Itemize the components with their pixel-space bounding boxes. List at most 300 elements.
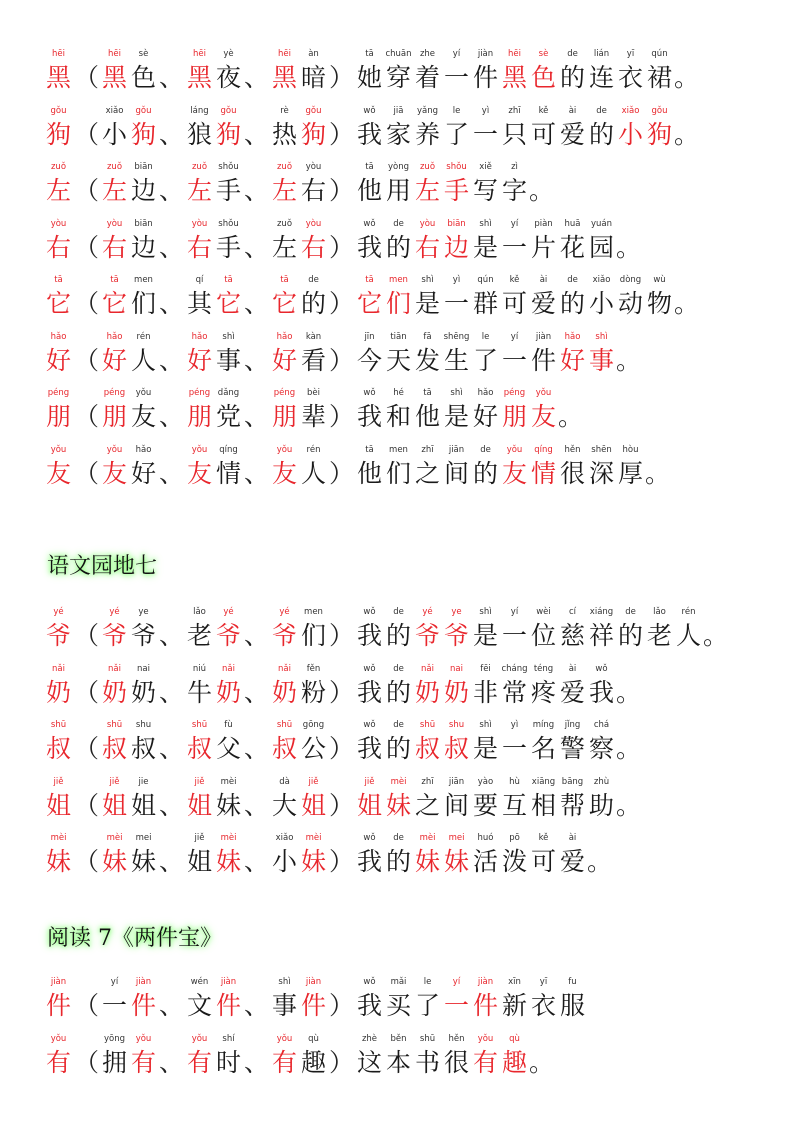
pinyin: hěn: [448, 1033, 465, 1044]
character: [558, 105, 587, 149]
highlighted-character: [44, 720, 73, 763]
pinyin: yòu: [419, 218, 436, 229]
hanzi: 爱: [559, 677, 585, 707]
character: [442, 275, 471, 318]
hanzi: 物: [646, 289, 672, 318]
pinyin: shū: [191, 720, 208, 730]
pinyin: míng: [532, 720, 555, 730]
highlighted-character: [44, 331, 73, 375]
punctuation: （: [73, 991, 99, 1020]
hanzi: 我: [356, 677, 382, 707]
character: [471, 275, 500, 318]
hanzi: 友: [45, 458, 71, 488]
pinyin: yǒu: [106, 444, 123, 455]
pinyin: rén: [306, 444, 321, 455]
pinyin: yòu: [305, 162, 322, 172]
hanzi: 大: [271, 790, 297, 820]
highlighted-character: [44, 977, 73, 1020]
hanzi: 左: [45, 176, 71, 205]
punctuation: 、: [243, 119, 269, 149]
punctuation: （: [73, 345, 99, 375]
hanzi: 右: [300, 176, 326, 205]
punctuation: 、: [243, 734, 269, 763]
character: [558, 49, 587, 92]
pinyin: xiě: [479, 162, 492, 172]
character: [355, 331, 384, 375]
pinyin: yǒu: [535, 388, 552, 398]
hanzi: 妹: [443, 847, 469, 876]
hanzi: 我: [356, 119, 382, 149]
hanzi: 是: [472, 734, 498, 763]
punctuation: 。: [529, 1047, 555, 1077]
character: [471, 607, 500, 650]
pinyin: qún: [477, 275, 494, 285]
character: [558, 720, 587, 763]
character: [384, 218, 413, 262]
pinyin: shēng: [443, 331, 470, 342]
highlighted-character: [500, 444, 529, 488]
character: [616, 49, 645, 92]
pinyin: yī: [539, 977, 548, 987]
pinyin: yǎng: [416, 105, 439, 116]
hanzi: 小: [101, 119, 127, 149]
hanzi: 助: [588, 790, 614, 820]
pinyin: xiáng: [589, 607, 614, 617]
highlighted-character: [587, 331, 616, 375]
character: [355, 444, 384, 488]
hanzi: 好: [559, 345, 585, 375]
pinyin: mèi: [220, 833, 237, 843]
hanzi: 片: [530, 232, 556, 262]
highlighted-character: [185, 444, 214, 488]
pinyin: yōng: [103, 1033, 125, 1044]
hanzi: 互: [501, 790, 527, 820]
character: [500, 776, 529, 820]
highlighted-character: [558, 331, 587, 375]
hanzi: 妹: [414, 847, 440, 876]
hanzi: 左: [414, 176, 440, 205]
hanzi: 园: [588, 232, 614, 262]
punctuation: （: [73, 458, 99, 488]
highlighted-character: [185, 218, 214, 262]
punctuation: 、: [243, 289, 269, 318]
hanzi: 新: [501, 991, 527, 1020]
hanzi: 衣: [530, 991, 556, 1020]
highlighted-character: [413, 720, 442, 763]
pinyin: de: [567, 49, 578, 59]
hanzi: 爷: [45, 621, 71, 650]
hanzi: 我: [588, 677, 614, 707]
hanzi: 位: [530, 621, 556, 650]
punctuation: 、: [243, 677, 269, 707]
character: [214, 218, 243, 262]
pinyin: men: [389, 444, 408, 455]
punctuation: 、: [158, 621, 184, 650]
pinyin: shì: [595, 331, 608, 342]
pinyin: jie: [138, 776, 149, 787]
character: [299, 663, 328, 707]
hanzi: 一: [501, 345, 527, 375]
character: [129, 833, 158, 876]
character: [129, 776, 158, 820]
character: [384, 1033, 413, 1077]
highlighted-character: [185, 388, 214, 431]
highlighted-character: [100, 720, 129, 763]
hanzi: 友: [101, 458, 127, 488]
pinyin: shū: [419, 1033, 436, 1044]
character: [355, 977, 384, 1020]
hanzi: 友: [130, 402, 156, 431]
pinyin: gǒu: [135, 105, 152, 116]
character: [500, 275, 529, 318]
pinyin: shǒu: [218, 162, 239, 172]
highlighted-character: [270, 1033, 299, 1077]
hanzi: 有: [45, 1047, 71, 1077]
pinyin: hù: [509, 776, 520, 787]
pinyin: de: [480, 444, 491, 455]
pinyin: kàn: [305, 331, 322, 342]
hanzi: 父: [215, 734, 241, 763]
hanzi: 友: [271, 458, 297, 488]
hanzi: 老: [646, 621, 672, 650]
pinyin: jiān: [448, 444, 465, 455]
hanzi: 姐: [356, 790, 382, 820]
pinyin: piàn: [534, 218, 553, 229]
punctuation: 、: [158, 289, 184, 318]
pinyin: biān: [134, 162, 153, 172]
punctuation: ）: [328, 790, 354, 820]
punctuation: ）: [328, 458, 354, 488]
punctuation: 、: [158, 402, 184, 431]
hanzi: 名: [530, 734, 556, 763]
hanzi: 群: [472, 289, 498, 318]
pinyin: yǒu: [477, 1033, 494, 1044]
hanzi: 书: [414, 1047, 440, 1077]
pinyin: zuǒ: [276, 218, 293, 229]
punctuation: ）: [328, 991, 354, 1020]
highlighted-character: [355, 776, 384, 820]
hanzi: 奶: [215, 677, 241, 707]
character: [442, 49, 471, 92]
highlighted-character: [44, 607, 73, 650]
pinyin: gǒu: [220, 105, 237, 116]
hanzi: 间: [443, 790, 469, 820]
pinyin: gǒu: [651, 105, 668, 116]
highlighted-character: [529, 388, 558, 431]
character: [129, 162, 158, 205]
punctuation: 。: [616, 232, 642, 262]
character: [214, 1033, 243, 1077]
pinyin: yǒu: [50, 444, 67, 455]
punctuation: 、: [243, 847, 269, 876]
hanzi: 妹: [385, 790, 411, 820]
pinyin: chuān: [385, 49, 412, 59]
pinyin: yǒu: [191, 444, 208, 455]
hanzi: 之: [414, 458, 440, 488]
hanzi: 粉: [300, 677, 326, 707]
pinyin: shì: [479, 218, 492, 229]
character: [500, 105, 529, 149]
highlighted-character: [44, 275, 73, 318]
hanzi: 边: [130, 176, 156, 205]
vocab-line: [44, 105, 700, 149]
pinyin: shū: [276, 720, 293, 730]
hanzi: 手: [443, 176, 469, 205]
pinyin: yì: [452, 275, 461, 285]
pinyin: zhī: [508, 105, 521, 116]
punctuation: ）: [328, 289, 354, 318]
hanzi: 它: [215, 289, 241, 318]
pinyin: de: [308, 275, 319, 285]
character: [129, 331, 158, 375]
highlighted-character: [384, 776, 413, 820]
hanzi: 件: [215, 991, 241, 1020]
punctuation: 、: [243, 63, 269, 92]
hanzi: 爱: [559, 119, 585, 149]
hanzi: 动: [617, 289, 643, 318]
hanzi: 她: [356, 63, 382, 92]
pinyin: yǒu: [276, 444, 293, 455]
vocab-line: [44, 218, 642, 262]
pinyin: shu: [135, 720, 152, 730]
character: [558, 833, 587, 876]
hanzi: 一: [443, 289, 469, 318]
pinyin: yòu: [50, 218, 67, 229]
pinyin: jiàn: [305, 977, 322, 987]
character: [413, 388, 442, 431]
hanzi: 文: [186, 991, 212, 1020]
character: [384, 162, 413, 205]
punctuation: 。: [529, 176, 555, 205]
pinyin: jiàn: [220, 977, 237, 987]
pinyin: yǒu: [135, 388, 152, 398]
pinyin: zhī: [421, 776, 434, 787]
character: [299, 331, 328, 375]
character: [529, 720, 558, 763]
character: [355, 607, 384, 650]
hanzi: 爷: [271, 621, 297, 650]
highlighted-character: [129, 105, 158, 149]
punctuation: 、: [243, 345, 269, 375]
hanzi: 这: [356, 1047, 382, 1077]
hanzi: 有: [130, 1047, 156, 1077]
hanzi: 好: [186, 345, 212, 375]
hanzi: 它: [271, 289, 297, 318]
hanzi: 深: [588, 458, 614, 488]
pinyin: pō: [509, 833, 520, 843]
hanzi: 了: [443, 119, 469, 149]
pinyin: jǐng: [564, 720, 581, 730]
vocab-line: [44, 331, 642, 375]
hanzi: 狼: [186, 119, 212, 149]
hanzi: 爷: [443, 621, 469, 650]
pinyin: shū: [106, 720, 123, 730]
highlighted-character: [214, 105, 243, 149]
hanzi: 件: [130, 991, 156, 1020]
pinyin: mèi: [390, 776, 407, 787]
hanzi: 间: [443, 458, 469, 488]
character: [214, 162, 243, 205]
character: [587, 663, 616, 707]
hanzi: 的: [588, 119, 614, 149]
hanzi: 手: [215, 176, 241, 205]
hanzi: 我: [356, 232, 382, 262]
highlighted-character: [500, 1033, 529, 1077]
character: [500, 162, 529, 205]
pinyin: xiǎo: [275, 833, 294, 843]
punctuation: 、: [243, 790, 269, 820]
pinyin: zuǒ: [50, 162, 67, 172]
section-title: 语文园地七: [47, 554, 158, 579]
character: [442, 388, 471, 431]
hanzi: 友: [186, 458, 212, 488]
character: [413, 444, 442, 488]
punctuation: （: [73, 119, 99, 149]
hanzi: 件: [530, 345, 556, 375]
punctuation: （: [73, 176, 99, 205]
hanzi: 朋: [45, 402, 71, 431]
pinyin: hǎo: [191, 331, 208, 342]
character: [442, 331, 471, 375]
hanzi: 厚: [617, 458, 643, 488]
pinyin: nǎi: [222, 663, 235, 674]
hanzi: 可: [530, 119, 556, 149]
highlighted-character: [214, 977, 243, 1020]
character: [100, 1033, 129, 1077]
character: [558, 275, 587, 318]
pinyin: rén: [136, 331, 151, 342]
hanzi: 其: [186, 289, 212, 318]
highlighted-character: [270, 275, 299, 318]
hanzi: 是: [414, 289, 440, 318]
pinyin: qún: [651, 49, 668, 59]
character: [185, 275, 214, 318]
character: [299, 1033, 328, 1077]
character: [270, 776, 299, 820]
punctuation: 、: [158, 734, 184, 763]
highlighted-character: [44, 388, 73, 431]
pinyin: zuǒ: [106, 162, 123, 172]
pinyin: huó: [477, 833, 494, 843]
pinyin: hǎo: [50, 331, 67, 342]
highlighted-character: [100, 663, 129, 707]
character: [558, 218, 587, 262]
hanzi: 他: [356, 176, 382, 205]
highlighted-character: [442, 162, 471, 205]
pinyin: yí: [452, 49, 461, 59]
hanzi: 的: [559, 289, 585, 318]
hanzi: 姐: [45, 790, 71, 820]
punctuation: （: [73, 63, 99, 92]
pinyin: yuán: [590, 218, 612, 229]
hanzi: 爱: [530, 289, 556, 318]
character: [129, 49, 158, 92]
hanzi: 件: [472, 991, 498, 1020]
character: [355, 162, 384, 205]
pinyin: jiě: [194, 776, 205, 787]
punctuation: （: [73, 232, 99, 262]
punctuation: ）: [328, 734, 354, 763]
punctuation: 、: [158, 1047, 184, 1077]
pinyin: yào: [477, 776, 494, 787]
hanzi: 家: [385, 119, 411, 149]
punctuation: 。: [674, 119, 700, 149]
pinyin: rè: [280, 105, 289, 116]
pinyin: yǒu: [506, 444, 523, 455]
hanzi: 一: [443, 991, 469, 1020]
pinyin: yé: [109, 607, 120, 617]
hanzi: 奶: [443, 677, 469, 707]
hanzi: 的: [385, 734, 411, 763]
highlighted-character: [442, 833, 471, 876]
character: [645, 275, 674, 318]
pinyin: qù: [308, 1033, 319, 1044]
pinyin: de: [625, 607, 636, 617]
pinyin: shí: [222, 1033, 235, 1044]
hanzi: 狗: [646, 119, 672, 149]
character: [299, 162, 328, 205]
hanzi: 相: [530, 790, 556, 820]
pinyin: shǒu: [446, 162, 467, 172]
character: [645, 49, 674, 92]
pinyin: de: [393, 833, 404, 843]
hanzi: 妹: [215, 847, 241, 876]
hanzi: 牛: [186, 677, 212, 707]
hanzi: 们: [385, 458, 411, 488]
pinyin: wǒ: [363, 218, 376, 229]
highlighted-character: [270, 720, 299, 763]
highlighted-character: [100, 162, 129, 205]
punctuation: 、: [243, 458, 269, 488]
pinyin: men: [389, 275, 408, 285]
pinyin: ye: [451, 607, 462, 617]
pinyin: yòu: [305, 218, 322, 229]
pinyin: rén: [681, 607, 696, 617]
character: [299, 388, 328, 431]
pinyin: mèi: [305, 833, 322, 843]
pinyin: xiāng: [531, 776, 556, 787]
pinyin: ài: [568, 833, 577, 843]
pinyin: hēi: [508, 49, 521, 59]
pinyin: bèi: [307, 388, 320, 398]
punctuation: （: [73, 847, 99, 876]
hanzi: 小: [588, 289, 614, 318]
pinyin: yòu: [191, 218, 208, 229]
pinyin: tā: [365, 275, 374, 285]
pinyin: wǒ: [363, 663, 376, 674]
highlighted-character: [44, 776, 73, 820]
hanzi: 察: [588, 734, 614, 763]
hanzi: 老: [186, 621, 212, 650]
hanzi: 的: [385, 621, 411, 650]
punctuation: 、: [158, 63, 184, 92]
hanzi: 狗: [215, 119, 241, 149]
highlighted-character: [44, 162, 73, 205]
pinyin: gǒu: [305, 105, 322, 116]
highlighted-character: [270, 162, 299, 205]
character: [299, 444, 328, 488]
pinyin: yì: [481, 105, 490, 116]
pinyin: jiě: [53, 776, 64, 787]
hanzi: 今: [356, 345, 382, 375]
highlighted-character: [529, 444, 558, 488]
pinyin: zuǒ: [276, 162, 293, 172]
pinyin: shì: [479, 720, 492, 730]
character: [413, 1033, 442, 1077]
pinyin: mèi: [220, 776, 237, 787]
character: [500, 977, 529, 1020]
pinyin: shēn: [591, 444, 612, 455]
